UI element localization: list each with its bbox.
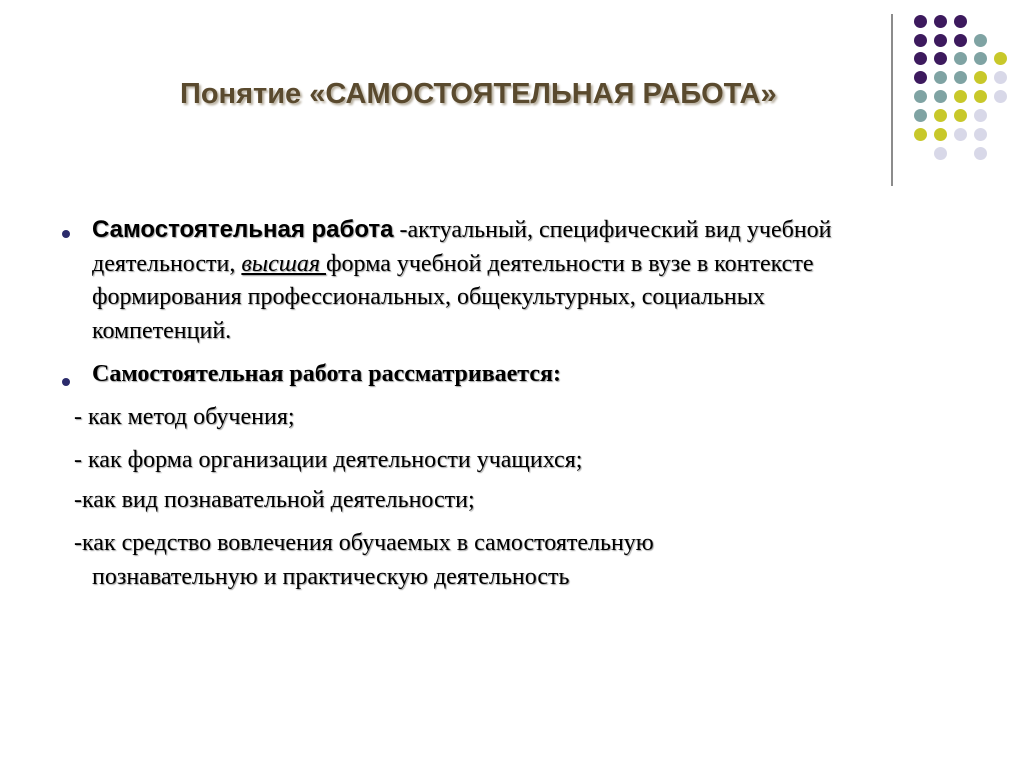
decorative-dot <box>914 15 927 28</box>
list-item-3: -как вид познавательной деятельности; <box>74 487 475 513</box>
bullet-dot-1 <box>62 230 70 238</box>
decorative-dot <box>934 34 947 47</box>
bullet-1-text <box>92 213 892 348</box>
bullet-1-text-part1: -актуальный, специфический вид учебной деятельности, <box>92 217 832 277</box>
bullet-1-underlined: высшая <box>241 250 326 277</box>
bullet-1-lead: Самостоятельная работа <box>92 216 394 243</box>
decorative-dot <box>994 90 1007 103</box>
bullet-dot-2 <box>62 378 70 386</box>
decorative-dot <box>994 52 1007 65</box>
decorative-dot <box>934 71 947 84</box>
decorative-dot <box>974 90 987 103</box>
decorative-dot <box>954 109 967 122</box>
list-item-4-continuation: познавательную и практическую деятельность <box>92 564 570 590</box>
bullet-1-text-part2: форма учебной деятельности в вузе в контексте формирования профессиональных, общекультурных, социальных компетенций. <box>92 250 814 344</box>
decorative-dot <box>934 128 947 141</box>
decorative-dot <box>934 147 947 160</box>
decorative-dot <box>954 90 967 103</box>
decorative-dot <box>934 109 947 122</box>
decorative-dot <box>934 90 947 103</box>
decorative-dot <box>974 71 987 84</box>
list-item-4: -как средство вовлечения обучаемых в самостоятельную <box>74 530 654 556</box>
decorative-dot <box>974 128 987 141</box>
decorative-dot <box>914 34 927 47</box>
decorative-dot <box>914 128 927 141</box>
decorative-dot <box>974 147 987 160</box>
decorative-dot <box>954 128 967 141</box>
slide-title: Понятие «САМОСТОЯТЕЛЬНАЯ РАБОТА» <box>180 78 777 110</box>
list-item-1: - как метод обучения; <box>74 404 295 430</box>
bullet-2-text: Самостоятельная работа рассматривается: <box>92 361 562 387</box>
decorative-dot <box>994 71 1007 84</box>
decorative-dot <box>954 71 967 84</box>
decorative-dot <box>934 52 947 65</box>
decorative-dot <box>974 34 987 47</box>
decorative-dot <box>954 52 967 65</box>
decorative-dot <box>914 90 927 103</box>
decorative-dot <box>954 15 967 28</box>
decorative-dot <box>974 109 987 122</box>
decorative-dot <box>974 52 987 65</box>
decorative-dot <box>914 71 927 84</box>
decorative-dot <box>914 52 927 65</box>
decorative-dot <box>954 34 967 47</box>
list-item-2: - как форма организации деятельности учащихся; <box>74 447 583 473</box>
decorative-dot <box>934 15 947 28</box>
decorative-dot <box>914 109 927 122</box>
